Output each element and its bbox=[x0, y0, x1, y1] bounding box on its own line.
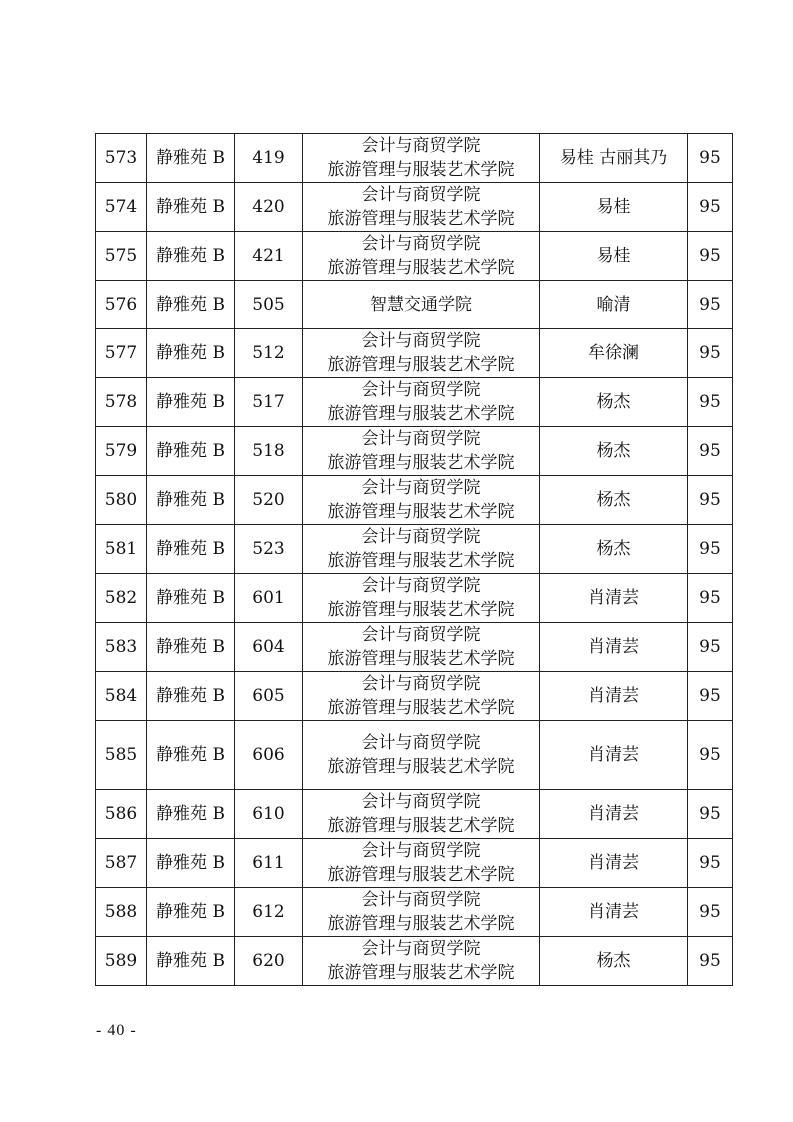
teacher-cell: 杨杰 bbox=[540, 476, 688, 525]
score-cell: 95 bbox=[688, 183, 733, 232]
building-cell: 静雅苑 B bbox=[147, 329, 235, 378]
teacher-cell: 杨杰 bbox=[540, 378, 688, 427]
room-number-cell: 606 bbox=[235, 721, 303, 790]
row-number-cell: 580 bbox=[96, 476, 147, 525]
college-cell bbox=[303, 574, 540, 623]
table-row bbox=[96, 378, 733, 427]
score-cell: 95 bbox=[688, 721, 733, 790]
college-cell bbox=[303, 476, 540, 525]
college-name: 旅游管理与服装艺术学院 bbox=[327, 600, 515, 620]
row-number-cell: 579 bbox=[96, 427, 147, 476]
teacher-cell: 肖清芸 bbox=[540, 839, 688, 888]
teacher-cell: 杨杰 bbox=[540, 427, 688, 476]
college-cell bbox=[303, 839, 540, 888]
room-number-cell: 523 bbox=[235, 525, 303, 574]
room-number-cell: 518 bbox=[235, 427, 303, 476]
teacher-cell: 肖清芸 bbox=[540, 623, 688, 672]
room-number-cell: 605 bbox=[235, 672, 303, 721]
room-number-cell: 620 bbox=[235, 937, 303, 986]
room-number-cell: 421 bbox=[235, 232, 303, 281]
college-name: 旅游管理与服装艺术学院 bbox=[327, 963, 515, 983]
college-cell bbox=[303, 378, 540, 427]
score-cell: 95 bbox=[688, 790, 733, 839]
room-number-cell: 419 bbox=[235, 134, 303, 183]
college-name: 会计与商贸学院 bbox=[361, 576, 481, 596]
score-cell: 95 bbox=[688, 672, 733, 721]
building-cell: 静雅苑 B bbox=[147, 525, 235, 574]
table-row bbox=[96, 476, 733, 525]
college-name: 会计与商贸学院 bbox=[361, 527, 481, 547]
college-name: 旅游管理与服装艺术学院 bbox=[327, 160, 515, 180]
score-cell: 95 bbox=[688, 937, 733, 986]
college-cell bbox=[303, 183, 540, 232]
table-row bbox=[96, 888, 733, 937]
college-name: 旅游管理与服装艺术学院 bbox=[327, 816, 515, 836]
table-row bbox=[96, 623, 733, 672]
building-cell: 静雅苑 B bbox=[147, 427, 235, 476]
teacher-cell: 易桂 bbox=[540, 183, 688, 232]
room-number-cell: 420 bbox=[235, 183, 303, 232]
building-cell: 静雅苑 B bbox=[147, 721, 235, 790]
teacher-cell: 易桂 古丽其乃 bbox=[540, 134, 688, 183]
college-name: 旅游管理与服装艺术学院 bbox=[327, 914, 515, 934]
college-name: 会计与商贸学院 bbox=[361, 136, 481, 156]
score-cell: 95 bbox=[688, 329, 733, 378]
table-row bbox=[96, 790, 733, 839]
building-cell: 静雅苑 B bbox=[147, 888, 235, 937]
college-name: 旅游管理与服装艺术学院 bbox=[327, 551, 515, 571]
college-name: 会计与商贸学院 bbox=[361, 429, 481, 449]
room-number-cell: 517 bbox=[235, 378, 303, 427]
college-name: 会计与商贸学院 bbox=[361, 331, 481, 351]
table-row bbox=[96, 183, 733, 232]
room-number-cell: 604 bbox=[235, 623, 303, 672]
room-number-cell: 601 bbox=[235, 574, 303, 623]
college-name: 会计与商贸学院 bbox=[361, 674, 481, 694]
score-cell: 95 bbox=[688, 888, 733, 937]
table-row bbox=[96, 281, 733, 329]
college-cell bbox=[303, 790, 540, 839]
college-cell bbox=[303, 672, 540, 721]
score-cell: 95 bbox=[688, 525, 733, 574]
table-body bbox=[96, 134, 733, 986]
college-cell bbox=[303, 623, 540, 672]
college-name: 会计与商贸学院 bbox=[361, 841, 481, 861]
building-cell: 静雅苑 B bbox=[147, 134, 235, 183]
college-cell bbox=[303, 134, 540, 183]
row-number-cell: 584 bbox=[96, 672, 147, 721]
row-number-cell: 574 bbox=[96, 183, 147, 232]
college-cell bbox=[303, 888, 540, 937]
row-number-cell: 588 bbox=[96, 888, 147, 937]
college-name: 旅游管理与服装艺术学院 bbox=[327, 502, 515, 522]
college-name: 会计与商贸学院 bbox=[361, 625, 481, 645]
table-row bbox=[96, 329, 733, 378]
college-cell bbox=[303, 329, 540, 378]
row-number-cell: 581 bbox=[96, 525, 147, 574]
table-row bbox=[96, 672, 733, 721]
row-number-cell: 589 bbox=[96, 937, 147, 986]
score-cell: 95 bbox=[688, 427, 733, 476]
college-name: 旅游管理与服装艺术学院 bbox=[327, 258, 515, 278]
score-cell: 95 bbox=[688, 839, 733, 888]
college-name: 会计与商贸学院 bbox=[361, 890, 481, 910]
table-row bbox=[96, 134, 733, 183]
college-cell bbox=[303, 427, 540, 476]
table-row bbox=[96, 525, 733, 574]
college-cell bbox=[303, 721, 540, 790]
building-cell: 静雅苑 B bbox=[147, 232, 235, 281]
teacher-cell: 肖清芸 bbox=[540, 574, 688, 623]
teacher-cell: 喻清 bbox=[540, 281, 688, 329]
building-cell: 静雅苑 B bbox=[147, 839, 235, 888]
score-cell: 95 bbox=[688, 281, 733, 329]
score-cell: 95 bbox=[688, 623, 733, 672]
score-cell: 95 bbox=[688, 574, 733, 623]
college-name: 旅游管理与服装艺术学院 bbox=[327, 355, 515, 375]
row-number-cell: 583 bbox=[96, 623, 147, 672]
row-number-cell: 578 bbox=[96, 378, 147, 427]
score-cell: 95 bbox=[688, 134, 733, 183]
score-cell: 95 bbox=[688, 378, 733, 427]
score-cell: 95 bbox=[688, 476, 733, 525]
college-name: 会计与商贸学院 bbox=[361, 234, 481, 254]
building-cell: 静雅苑 B bbox=[147, 281, 235, 329]
room-number-cell: 611 bbox=[235, 839, 303, 888]
building-cell: 静雅苑 B bbox=[147, 476, 235, 525]
row-number-cell: 575 bbox=[96, 232, 147, 281]
college-name: 旅游管理与服装艺术学院 bbox=[327, 209, 515, 229]
building-cell: 静雅苑 B bbox=[147, 790, 235, 839]
college-name: 旅游管理与服装艺术学院 bbox=[327, 865, 515, 885]
college-name: 智慧交通学院 bbox=[370, 294, 472, 315]
college-name: 会计与商贸学院 bbox=[361, 733, 481, 753]
row-number-cell: 576 bbox=[96, 281, 147, 329]
table-row bbox=[96, 232, 733, 281]
room-number-cell: 512 bbox=[235, 329, 303, 378]
building-cell: 静雅苑 B bbox=[147, 378, 235, 427]
college-name: 会计与商贸学院 bbox=[361, 380, 481, 400]
college-name: 旅游管理与服装艺术学院 bbox=[327, 404, 515, 424]
dormitory-score-table bbox=[95, 133, 733, 986]
table-row bbox=[96, 839, 733, 888]
row-number-cell: 585 bbox=[96, 721, 147, 790]
teacher-cell: 易桂 bbox=[540, 232, 688, 281]
page-number: - 40 - bbox=[96, 1022, 137, 1039]
table-row bbox=[96, 427, 733, 476]
college-cell bbox=[303, 937, 540, 986]
teacher-cell: 肖清芸 bbox=[540, 888, 688, 937]
table-row bbox=[96, 937, 733, 986]
college-name: 会计与商贸学院 bbox=[361, 478, 481, 498]
building-cell: 静雅苑 B bbox=[147, 672, 235, 721]
college-cell bbox=[303, 232, 540, 281]
row-number-cell: 573 bbox=[96, 134, 147, 183]
teacher-cell: 牟徐澜 bbox=[540, 329, 688, 378]
building-cell: 静雅苑 B bbox=[147, 574, 235, 623]
college-name: 会计与商贸学院 bbox=[361, 939, 481, 959]
row-number-cell: 586 bbox=[96, 790, 147, 839]
room-number-cell: 520 bbox=[235, 476, 303, 525]
row-number-cell: 582 bbox=[96, 574, 147, 623]
room-number-cell: 610 bbox=[235, 790, 303, 839]
teacher-cell: 肖清芸 bbox=[540, 672, 688, 721]
row-number-cell: 587 bbox=[96, 839, 147, 888]
building-cell: 静雅苑 B bbox=[147, 623, 235, 672]
table-row bbox=[96, 574, 733, 623]
college-name: 旅游管理与服装艺术学院 bbox=[327, 649, 515, 669]
teacher-cell: 肖清芸 bbox=[540, 721, 688, 790]
building-cell: 静雅苑 B bbox=[147, 937, 235, 986]
room-number-cell: 612 bbox=[235, 888, 303, 937]
college-name: 会计与商贸学院 bbox=[361, 792, 481, 812]
college-cell bbox=[303, 281, 540, 329]
teacher-cell: 杨杰 bbox=[540, 937, 688, 986]
college-name: 旅游管理与服装艺术学院 bbox=[327, 757, 515, 777]
teacher-cell: 杨杰 bbox=[540, 525, 688, 574]
college-name: 会计与商贸学院 bbox=[361, 185, 481, 205]
row-number-cell: 577 bbox=[96, 329, 147, 378]
college-name: 旅游管理与服装艺术学院 bbox=[327, 698, 515, 718]
building-cell: 静雅苑 B bbox=[147, 183, 235, 232]
room-number-cell: 505 bbox=[235, 281, 303, 329]
teacher-cell: 肖清芸 bbox=[540, 790, 688, 839]
table-row bbox=[96, 721, 733, 790]
college-cell bbox=[303, 525, 540, 574]
score-cell: 95 bbox=[688, 232, 733, 281]
college-name: 旅游管理与服装艺术学院 bbox=[327, 453, 515, 473]
